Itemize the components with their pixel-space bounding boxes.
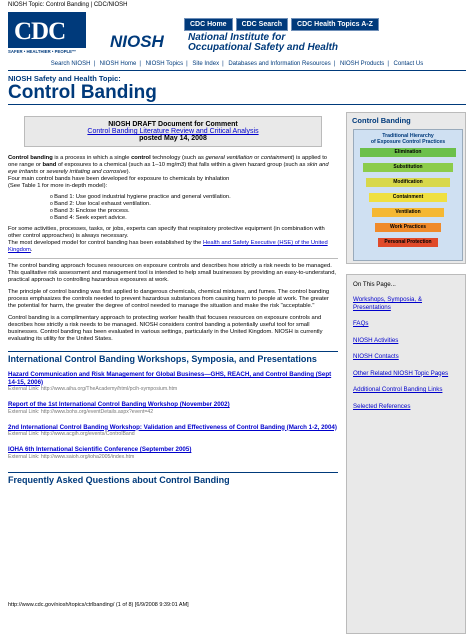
otp-link-references[interactable]: Selected References [353, 402, 411, 410]
workshop-link[interactable]: Hazard Communication and Risk Management for Global Business—GHS, REACH, and Control Banding (Sept 14-15, 2006) [8, 371, 332, 386]
top-nav-cdc-home[interactable]: CDC Home [184, 18, 233, 31]
sub-nav-home[interactable]: NIOSH Home [99, 61, 137, 67]
table-ref: (See Table 1 for more in-depth model): [8, 183, 108, 189]
hierarchy-level: Work Practices [375, 223, 441, 232]
workshop-url: External Link: http://www.saioh.org/ioha2005/index.htm [8, 453, 135, 460]
page-eyebrow: NIOSH Safety and Health Topic: [8, 74, 121, 83]
workshops-heading: International Control Banding Workshops, Symposia, and Presentations [8, 351, 338, 364]
top-nav-health-topics[interactable]: CDC Health Topics A-Z [291, 18, 379, 31]
body-paragraph: The control banding approach focuses resources on exposure controls and describes how strictly a risk needs to be managed. This qualitative risk assessment and management tool is intended to help small businesses by providing an easy-to-understand, practical approach to controlling hazardous exposures at work. [8, 263, 337, 283]
body-paragraph: Control banding is a complimentary approach to protecting worker health that focuses resources on exposure controls and describes how strictly a risk needs to be managed. NIOSH considers control banding a potentially useful tool for small businesses. Control banding has been evaluated in various settings, particularly in the United Kingdom. NIOSH is currently evaluating its utility for the United States. [8, 315, 323, 342]
draft-posted: posted May 14, 2008 [139, 135, 207, 142]
sub-nav-search[interactable]: Search NIOSH [50, 61, 91, 67]
intro-section [8, 155, 338, 254]
niosh-name-line1: National Institute for [188, 32, 286, 43]
sub-nav-products[interactable]: NIOSH Products [339, 61, 385, 67]
list-item: o Band 2: Use local exhaust ventilation. [50, 201, 338, 208]
sub-nav-topics[interactable]: NIOSH Topics [145, 61, 184, 67]
workshop-url: External Link: http://www.aiha.org/TheAcademy/html/pcih-symposium.htm [8, 386, 178, 392]
otp-link-additional-links[interactable]: Additional Control Banding Links [353, 386, 443, 393]
draft-heading: NIOSH DRAFT Document for Comment [108, 121, 238, 128]
hse-paragraph: The most developed model for control banding has been established by the Health and Safety Executive (HSE) of the United Kingdom. [8, 240, 328, 253]
draft-link[interactable]: Control Banding Literature Review and Critical Analysis [87, 128, 259, 135]
intro-paragraph: Control banding is a process in which a single control technology (such as general ventilation or containment) is applied to one range or band of exposures to a chemical (such as 1–10 mg/m3) that falls within a given hazard group (such as skin and eye irritants or severely irritating and corrosive). [8, 155, 329, 175]
workshop-item [8, 446, 338, 460]
main-content [8, 108, 338, 485]
list-item: o Band 3: Enclose the process. [50, 208, 338, 215]
otp-link-activities[interactable]: NIOSH Activities [353, 336, 399, 344]
site-banner [8, 12, 466, 58]
top-nav-cdc-search[interactable]: CDC Search [236, 18, 288, 31]
cdc-logo[interactable] [8, 12, 96, 58]
cdc-tagline: SAFER • HEALTHIER • PEOPLE™ [8, 49, 77, 54]
hierarchy-diagram [353, 129, 463, 261]
bands-intro: Four main control bands have been developed for exposure to chemicals by inhalation [8, 176, 230, 182]
list-item: o Band 1: Use good industrial hygiene practice and general ventilation. [50, 194, 338, 201]
workshop-url: External Link: http://www.acgih.org/events/ControlBand [8, 431, 135, 437]
respiratory-paragraph: For some activities, processes, tasks, or jobs, experts can specify that respiratory protective equipment (in combination with other control approaches) is always necessary. [8, 226, 325, 239]
workshop-link[interactable]: 2nd International Control Banding Workshop: Validation and Effectiveness of Control Banding (March 1-2, 2004) [8, 423, 337, 431]
faq-heading: Frequently Asked Questions about Control Banding [8, 472, 338, 485]
otp-link-faqs[interactable]: FAQs [353, 320, 369, 327]
on-this-page-box [346, 274, 466, 634]
hse-link[interactable]: Health and Safety Executive (HSE) of the United Kingdom [8, 240, 328, 253]
hierarchy-level: Personal Protection [378, 238, 438, 247]
print-header: NIOSH Topic: Control Banding | CDC/NIOSH [8, 2, 128, 8]
sub-nav-contact[interactable]: Contact Us [393, 61, 424, 67]
page [8, 12, 466, 485]
otp-link-related-topics[interactable]: Other Related NIOSH Topic Pages [353, 369, 449, 377]
otp-link-workshops[interactable]: Workshops, Symposia, & Presentations [353, 296, 423, 311]
cdc-logo-text: CDC [14, 18, 66, 45]
workshop-item [8, 401, 338, 415]
sub-nav-databases[interactable]: Databases and Information Resources [228, 61, 331, 67]
hierarchy-level: Containment [369, 193, 447, 202]
side-box-title: Control Banding [352, 116, 411, 125]
hierarchy-level: Modification [366, 178, 450, 187]
print-footer: http://www.cdc.gov/niosh/topics/ctrlbanding/ (1 of 8) [6/9/2008 9:39:01 AM] [8, 602, 189, 608]
sidebar [346, 112, 466, 634]
workshop-link[interactable]: Report of the 1st International Control Banding Workshop (November 2002) [8, 401, 230, 408]
hierarchy-level: Elimination [360, 148, 456, 157]
hierarchy-title: Traditional Hierarchy of Exposure Control Practices [370, 133, 446, 145]
niosh-logo[interactable] [110, 32, 180, 50]
niosh-name-line2: Occupational Safety and Health [188, 42, 339, 53]
body-paragraph: The principle of control banding was first applied to dangerous chemicals, chemical mixtures, and fumes. The control banding process emphasizes the controls needed to prevent hazardous substances from causing harm to people at work. The greater the potential for harm, the greater the degree of control needed to manage the situation and make the risk "acceptable." [8, 289, 330, 309]
bands-list [50, 194, 338, 222]
niosh-name [188, 33, 338, 53]
hierarchy-level: Substitution [363, 163, 453, 172]
on-this-page-heading: On This Page... [353, 281, 396, 288]
title-rule [8, 104, 466, 105]
control-banding-box [346, 112, 466, 264]
draft-notice [24, 116, 322, 147]
workshop-item [8, 371, 338, 392]
workshop-link[interactable]: IOHA 6th International Scientific Conference (September 2005) [8, 446, 192, 453]
divider [8, 258, 338, 259]
sub-nav: Search NIOSH | NIOSH Home | NIOSH Topics | Site Index | Databases and Information Resources | NIOSH Products | Contact Us [8, 58, 466, 71]
list-item: o Band 4: Seek expert advice. [50, 215, 338, 222]
niosh-logo-text: NIOSH [110, 32, 164, 50]
top-nav [184, 18, 379, 31]
sub-nav-site-index[interactable]: Site Index [192, 61, 220, 67]
workshop-item [8, 424, 338, 438]
workshop-url: External Link: http://www.bohs.org/eventDetails.aspx?event=42 [8, 408, 154, 415]
hierarchy-level: Ventilation [372, 208, 444, 217]
page-title: Control Banding [8, 82, 157, 103]
otp-link-contacts[interactable]: NIOSH Contacts [353, 353, 399, 360]
